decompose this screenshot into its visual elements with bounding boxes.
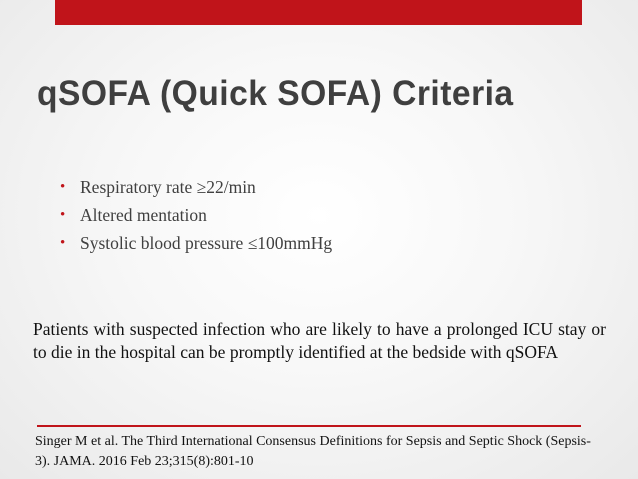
criteria-item [60, 229, 332, 257]
bullet-icon: • [60, 179, 66, 195]
summary-paragraph: Patients with suspected infection who are likely to have a prolonged ICU stay or to die in the hospital can be promptly identified at the bedside with qSOFA [33, 319, 606, 362]
criteria-item-text: Respiratory rate ≥22/min [80, 177, 256, 197]
criteria-item [60, 173, 332, 201]
criteria-list [60, 173, 332, 257]
citation-divider [37, 425, 581, 427]
bullet-icon: • [60, 235, 66, 251]
citation-text: Singer M et al. The Third International Consensus Definitions for Sepsis and Septic Shock (Sepsis-3). JAMA. 2016 Feb 23;315(8):801-10 [35, 434, 591, 469]
top-accent-bar [55, 0, 582, 25]
slide-title: qSOFA (Quick SOFA) Criteria [37, 74, 514, 113]
criteria-item [60, 201, 332, 229]
criteria-item-text: Altered mentation [80, 205, 207, 225]
bullet-icon: • [60, 207, 66, 223]
criteria-item-text: Systolic blood pressure ≤100mmHg [80, 233, 333, 253]
